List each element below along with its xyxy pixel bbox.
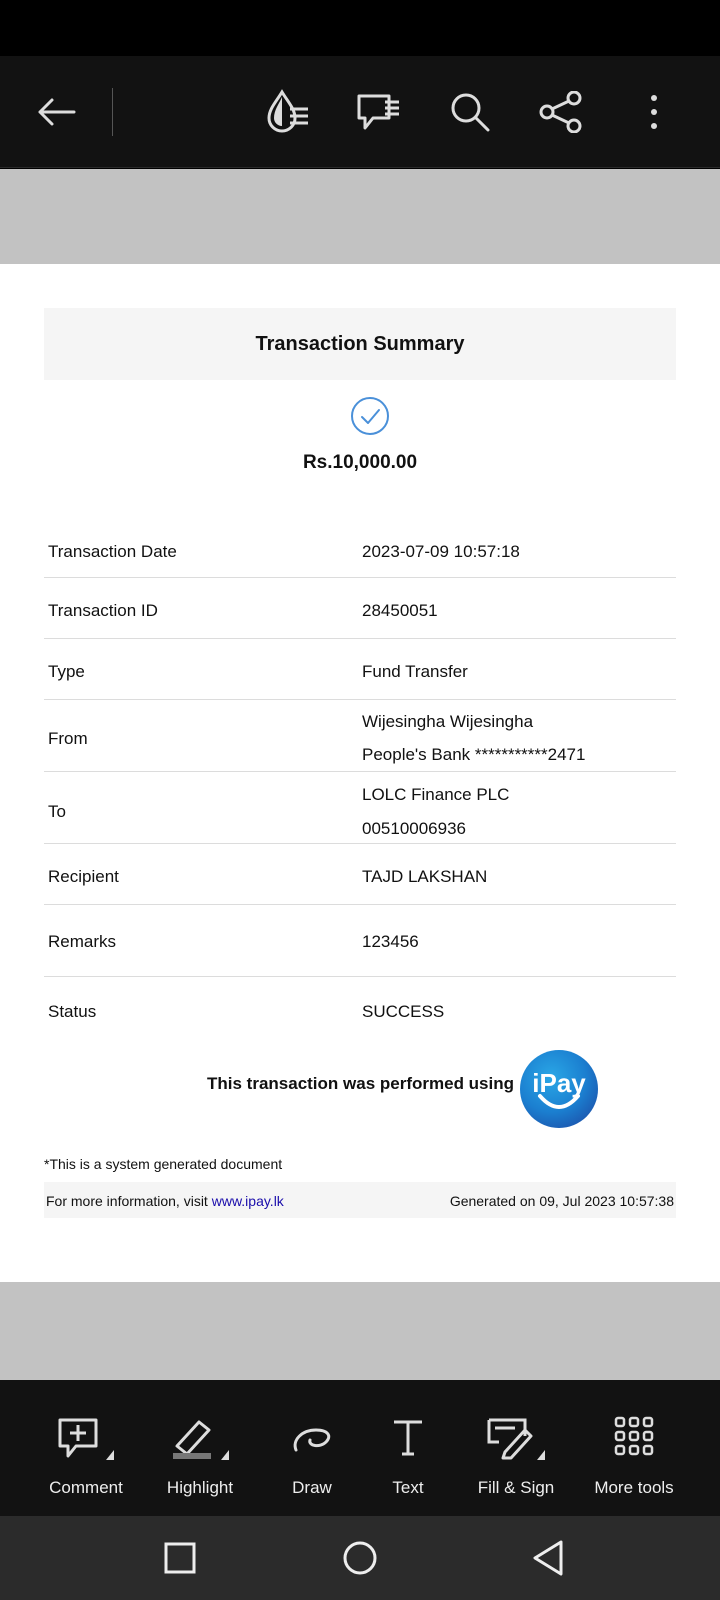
ipay-text: This transaction was performed using: [207, 1074, 515, 1093]
row-type: [44, 639, 676, 700]
tool-comment[interactable]: [36, 1380, 136, 1516]
ipay-line: [0, 1046, 720, 1126]
tool-fill-sign[interactable]: [466, 1380, 566, 1516]
svg-text:iPay: iPay: [532, 1068, 586, 1098]
footer-info: [46, 1193, 284, 1209]
fill-sign-icon: [466, 1416, 566, 1460]
row-value: SUCCESS: [362, 1002, 445, 1021]
document-margin-bottom: [0, 1282, 720, 1380]
document-margin-top: [0, 169, 720, 264]
tool-label: Comment: [49, 1478, 123, 1497]
back-button[interactable]: [498, 1516, 598, 1600]
tool-label: Text: [392, 1478, 424, 1497]
row-from: [44, 700, 676, 772]
tool-draw[interactable]: [262, 1380, 362, 1516]
row-label: To: [48, 802, 66, 821]
row-to: [44, 772, 676, 844]
more-options-icon[interactable]: [614, 56, 694, 168]
row-value-secondary: 00510006936: [362, 819, 467, 838]
row-transaction-id: [44, 578, 676, 639]
row-label: Type: [48, 662, 85, 681]
comment-add-icon: [36, 1416, 136, 1460]
row-label: Transaction Date: [48, 542, 177, 561]
tool-text[interactable]: [358, 1380, 458, 1516]
row-value: Fund Transfer: [362, 662, 468, 681]
text-icon: [358, 1416, 458, 1460]
share-icon[interactable]: [521, 56, 601, 168]
row-label: Remarks: [48, 932, 117, 951]
row-label: Transaction ID: [48, 601, 158, 620]
row-recipient: [44, 844, 676, 905]
system-nav-bar: [0, 1516, 720, 1600]
row-transaction-date: [44, 522, 676, 578]
row-value: Wijesingha Wijesingha: [362, 712, 534, 731]
highlighter-icon: [150, 1416, 250, 1460]
row-status: [44, 977, 676, 1037]
status-bar: [0, 0, 720, 56]
row-value: LOLC Finance PLC: [362, 785, 510, 804]
row-label: From: [48, 729, 88, 748]
grid-icon: [584, 1416, 684, 1460]
row-value: 123456: [362, 932, 419, 951]
bottom-toolbar: [0, 1380, 720, 1516]
tool-label: More tools: [594, 1478, 674, 1497]
ipay-logo: [520, 1050, 598, 1128]
home-button[interactable]: [310, 1516, 410, 1600]
liquid-mode-icon[interactable]: [248, 56, 328, 168]
system-note: *This is a system generated document: [44, 1156, 283, 1172]
tool-label: Highlight: [166, 1478, 234, 1497]
row-label: Recipient: [48, 867, 119, 886]
comments-icon[interactable]: [338, 56, 418, 168]
row-label: Status: [48, 1002, 97, 1021]
success-check-icon: [350, 396, 390, 441]
footer-info-text: For more information, visit: [46, 1193, 212, 1209]
back-arrow-icon[interactable]: [16, 56, 96, 168]
tool-label: Fill & Sign: [477, 1478, 555, 1497]
generated-timestamp: Generated on 09, Jul 2023 10:57:38: [449, 1193, 674, 1209]
amount: Rs.10,000.00: [302, 452, 418, 473]
top-toolbar: [0, 56, 720, 168]
row-value: TAJD LAKSHAN: [362, 867, 488, 886]
draw-icon: [262, 1416, 362, 1460]
recents-button[interactable]: [130, 1516, 230, 1600]
row-value: 28450051: [362, 601, 438, 620]
toolbar-divider: [112, 88, 113, 136]
footer-band: [44, 1182, 676, 1218]
row-value-secondary: People's Bank ***********2471: [362, 745, 586, 764]
page-title: Transaction Summary: [44, 308, 676, 380]
tool-highlight[interactable]: [150, 1380, 250, 1516]
row-value: 2023-07-09 10:57:18: [362, 542, 520, 561]
document-page[interactable]: [0, 264, 720, 1282]
row-remarks: [44, 905, 676, 977]
tool-more-tools[interactable]: [584, 1380, 684, 1516]
search-icon[interactable]: [430, 56, 510, 168]
ipay-link[interactable]: www.ipay.lk: [211, 1193, 284, 1209]
tool-label: Draw: [292, 1478, 332, 1497]
